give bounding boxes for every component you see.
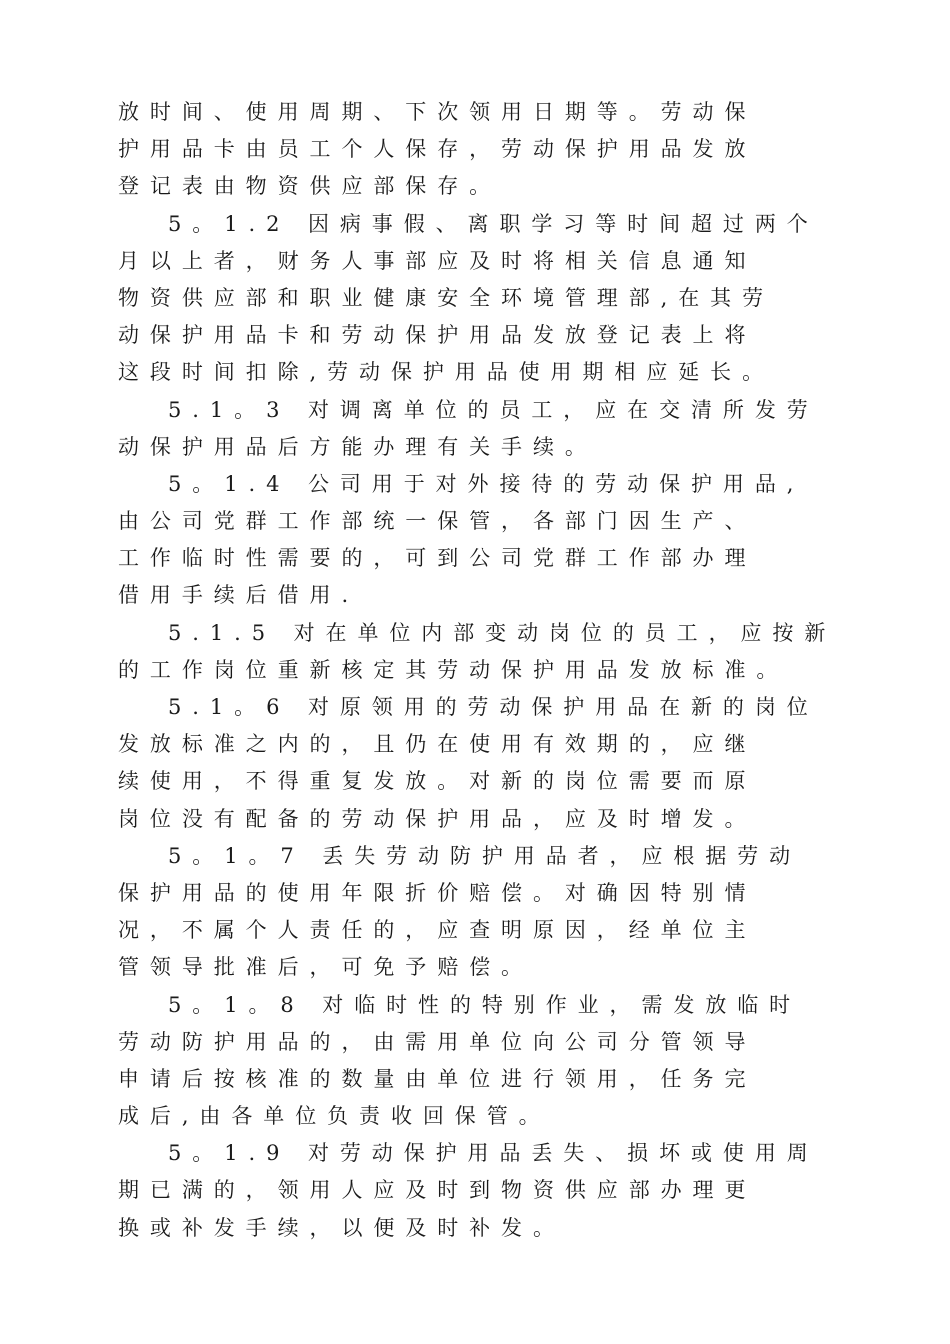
text-line: 申请后按核准的数量由单位进行领用，任务完 — [118, 1066, 757, 1091]
paragraph-first-line: 5.1.5 对在单位内部变动岗位的员工，应按新 — [168, 620, 837, 645]
text-line: 换或补发手续，以便及时补发。 — [118, 1215, 565, 1240]
text-line: 由公司党群工作部统一保管，各部门因生产、 — [118, 509, 757, 534]
text-line: 登记表由物资供应部保存。 — [118, 174, 502, 199]
paragraph-first-line: 5。1.9 对劳动保护用品丢失、损坏或使用周 — [168, 1141, 819, 1166]
paragraph-first-line: 5。1。8 对临时性的特别作业，需发放临时 — [168, 992, 802, 1017]
text-line: 工作临时性需要的，可到公司党群工作部办理 — [118, 546, 757, 571]
text-line: 这段时间扣除,劳动保护用品使用期相应延长。 — [118, 360, 774, 385]
paragraph-first-line: 5。1。7 丢失劳动防护用品者，应根据劳动 — [168, 843, 802, 868]
text-line: 期已满的，领用人应及时到物资供应部办理更 — [118, 1178, 757, 1203]
text-line: 保护用品的使用年限折价赔偿。对确因特别情 — [118, 880, 757, 905]
text-line: 岗位没有配备的劳动保护用品，应及时增发。 — [118, 806, 757, 831]
text-line: 动保护用品后方能办理有关手续。 — [118, 434, 597, 459]
text-line: 动保护用品卡和劳动保护用品发放登记表上将 — [118, 323, 757, 348]
text-line: 续使用，不得重复发放。对新的岗位需要而原 — [118, 769, 757, 794]
paragraph-first-line: 5。1.2 因病事假、离职学习等时间超过两个 — [168, 211, 819, 236]
paragraph-first-line: 5.1。3 对调离单位的员工，应在交清所发劳 — [168, 397, 819, 422]
text-line: 月以上者，财务人事部应及时将相关信息通知 — [118, 248, 757, 273]
paragraph-first-line: 5。1.4 公司用于对外接待的劳动保护用品, — [168, 471, 805, 496]
text-line: 成后,由各单位负责收回保管。 — [118, 1104, 551, 1129]
text-line: 况，不属个人责任的，应查明原因，经单位主 — [118, 918, 757, 943]
text-line: 护用品卡由员工个人保存，劳动保护用品发放 — [118, 137, 757, 162]
text-line: 管领导批准后，可免予赔偿。 — [118, 955, 533, 980]
text-line: 放时间、使用周期、下次领用日期等。劳动保 — [118, 100, 757, 124]
text-line: 发放标准之内的，且仍在使用有效期的，应继 — [118, 732, 757, 757]
text-line: 劳动防护用品的，由需用单位向公司分管领导 — [118, 1029, 757, 1054]
text-line: 借用手续后借用. — [118, 583, 360, 608]
text-line: 物资供应部和职业健康安全环境管理部,在其劳 — [118, 285, 774, 310]
document-body — [118, 94, 837, 1247]
text-line: 的工作岗位重新核定其劳动保护用品发放标准。 — [118, 657, 789, 682]
paragraph-first-line: 5.1。6 对原领用的劳动保护用品在新的岗位 — [168, 695, 819, 719]
